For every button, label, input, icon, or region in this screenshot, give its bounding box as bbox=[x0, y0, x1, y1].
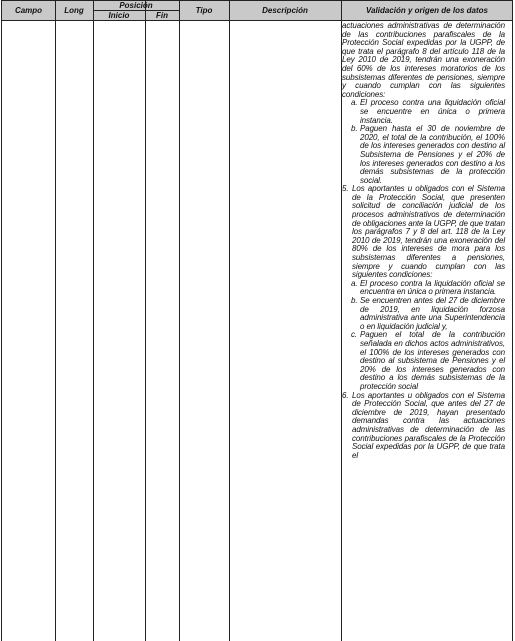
table-header bbox=[2, 0, 512, 21]
intro-item-a bbox=[342, 99, 505, 125]
intro-item-b bbox=[342, 125, 505, 185]
header-campo: Campo bbox=[14, 6, 43, 15]
validation-text bbox=[342, 22, 505, 460]
item-text: Se encuentren antes del 27 de diciembre de 2019, en liquidación forzosa administrativa ante una Superintendencia o en liquidación judicial y, bbox=[360, 296, 505, 331]
item-text: Los aportantes u obligados con el Sistema de la Protección Social, que presenten solicitud de conciliación judicial de los procesos administrativos de determinación de obligaciones ante la UGPP, de que tratan los parágrafos 7 y 8 del art. 118 de la Ley 2010 de 2019, tendrán una exoneración del 80% de los intereses de mora para los subsistemas diferentes a pensiones, siempre y cuando cumplan con las siguientes condiciones: bbox=[352, 184, 505, 280]
item-letter: b. bbox=[351, 124, 358, 134]
item-text: El proceso contra una liquidación oficial se encuentre en única o primera instancia. bbox=[360, 98, 505, 125]
item-text: El proceso contra la liquidación oficial se encuentra en única o primera instancia. bbox=[360, 278, 505, 297]
item5-sub-a bbox=[342, 280, 505, 297]
list-item-6 bbox=[342, 392, 505, 461]
item-letter: a. bbox=[351, 278, 358, 288]
header-posicion: Posición bbox=[119, 1, 153, 10]
item-text: Paguen hasta el 30 de noviembre de 2020, el total de la contribución, el 100% de los intereses generados con destino al Subsistema de Pensiones y el 20% de los intereses generados con destino a los demás subsistemas de la protección social. bbox=[360, 124, 505, 185]
item-letter: c. bbox=[351, 330, 358, 340]
list-item-5 bbox=[342, 185, 505, 280]
header-tipo: Tipo bbox=[195, 6, 213, 15]
item-number: 6. bbox=[342, 390, 349, 400]
item5-sub-b bbox=[342, 297, 505, 331]
item-text: Paguen el total de la contribución señalada en dichos actos administrativos, el 100% de los intereses generados con destino al subsistema de Pensiones y el 20% de los intereses generados con destino a los demás subsistemas de la protección social bbox=[360, 330, 505, 391]
header-validacion: Validación y origen de los datos bbox=[366, 6, 488, 15]
intro-paragraph: actuaciones administrativas de determinación de las contribuciones parafiscales de la Protección Social expedidas por la UGPP, de que trata el parágrafo 8 del artículo 118 de la Ley 2010 de 2019, tendrán una exoneración del 60% de los intereses moratorios de los subsistemas diferentes de pensiones, siempre y cuando cumplan con las siguientes condiciones: bbox=[342, 21, 505, 99]
item-letter: b. bbox=[351, 296, 358, 305]
header-descripcion: Descripción bbox=[262, 6, 308, 15]
item-number: 5. bbox=[342, 184, 349, 194]
header-long: Long bbox=[64, 6, 84, 15]
item-text: Los aportantes u obligados con el Sistema de Protección Social, que antes del 27 de diciembre de 2019, hayan presentado demandas contra las actuaciones administrativas de determinación de las contribuciones parafiscales de la Protección Social expedidas por la UGPP, de que trata el bbox=[352, 390, 505, 460]
item5-sub-c bbox=[342, 331, 505, 391]
header-inicio: Inicio bbox=[108, 11, 130, 20]
item-letter: a. bbox=[351, 98, 358, 108]
header-fin: Fin bbox=[156, 11, 168, 20]
